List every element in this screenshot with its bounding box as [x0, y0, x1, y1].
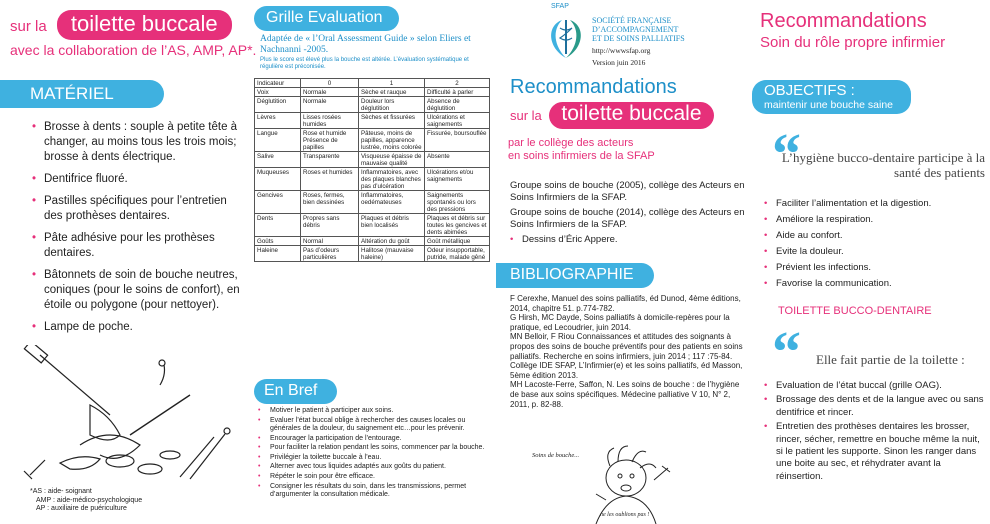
org-line: D’ACCOMPAGNEMENT — [592, 25, 679, 34]
oag-table — [254, 78, 490, 262]
table-cell: Normale — [301, 97, 359, 113]
table-cell: Plaques et débris bien localisés — [359, 214, 425, 237]
toothcare-illustration — [20, 345, 240, 485]
table-cell: Goût métallique — [425, 237, 490, 246]
table-cell: Ulcérations et saignements — [425, 113, 490, 129]
title-highlight: toilette buccale — [57, 10, 232, 40]
biblio-item: Collège IDE SFAP, L’Infirmier(e) et les soins palliatifs, éd Masson, 5ème édition 2013. — [510, 361, 743, 380]
table-row — [255, 168, 490, 191]
header-cell: 2 — [425, 79, 490, 88]
panel-objectifs — [748, 0, 990, 524]
list-item: • Dessins d’Éric Appere. — [510, 234, 746, 246]
table-row — [255, 246, 490, 262]
org-line: SOCIÉTÉ FRANÇAISE — [592, 16, 672, 25]
table-row — [255, 88, 490, 97]
footnote-line: AP : auxiliaire de puériculture — [36, 505, 127, 512]
table-cell: Saignements spontanés ou lors des pressions — [425, 191, 490, 214]
list-item: • Aide au confort. — [764, 228, 986, 244]
drawings-list — [510, 234, 746, 246]
table-cell: Halitose (mauvaise haleine) — [359, 246, 425, 262]
college-line: par le collège des acteurs — [508, 137, 634, 149]
header-cell: 0 — [301, 79, 359, 88]
table-cell: Propres sans débris — [301, 214, 359, 237]
prefix-text: sur la — [10, 18, 47, 35]
college-line: en soins infirmiers de la SFAP — [508, 150, 655, 162]
table-cell: Transparente — [301, 152, 359, 168]
list-item: • Pastilles spécifiques pour l’entretien des prothèses dentaires. — [32, 194, 242, 224]
table-cell: Haleine — [255, 246, 301, 262]
groups-block — [510, 180, 746, 246]
table-cell: Pas d’odeurs particulières — [301, 246, 359, 262]
table-cell: Normal — [301, 237, 359, 246]
panel-evaluation — [248, 0, 496, 524]
cartoon-illustration — [532, 440, 676, 524]
biblio-heading: BIBLIOGRAPHIE — [496, 263, 654, 288]
objectifs-title: OBJECTIFS : — [764, 82, 855, 99]
biblio-item: F Cerexhe, Manuel des soins palliatifs, éd Dunod, 4ème éditions, 2014, chapitre 51. p.774-782. — [510, 294, 741, 313]
table-cell: Rose et humide Présence de papilles — [301, 129, 359, 152]
table-cell: Visqueuse épaisse de mauvaise qualité — [359, 152, 425, 168]
table-row — [255, 237, 490, 246]
table-cell: Odeur insupportable, putride, malade gêné — [425, 246, 490, 262]
table-row — [255, 113, 490, 129]
biblio-item: MH Lacoste-Ferre, Saffon, N. Les soins de bouche : de l’hygiène de base aux soins spécifiques. Médecine palliative V 10, N° 2, 2011, p. 82-88. — [510, 380, 740, 409]
panel-cover — [496, 0, 748, 524]
quote-toilette: Elle fait partie de la toilette : — [816, 352, 965, 367]
table-row — [255, 152, 490, 168]
table-row — [255, 191, 490, 214]
list-item: • Encourager la participation de l’entourage. — [258, 435, 494, 443]
table-cell: Sèches et fissurées — [359, 113, 425, 129]
recommandations-title: Recommandations — [510, 76, 677, 98]
list-item: • Pâte adhésive pour les prothèses dentaires. — [32, 231, 242, 261]
list-item: • Brosse à dents : souple à petite tête à changer, au moins tous les trois mois; brosse à dents électrique. — [32, 120, 242, 165]
list-item: • Améliore la respiration. — [764, 212, 986, 228]
table-cell: Normale — [301, 88, 359, 97]
table-row — [255, 97, 490, 113]
table-cell: Altération du goût — [359, 237, 425, 246]
list-item: • Répéter le soin pour être efficace. — [258, 473, 494, 481]
table-cell: Dents — [255, 214, 301, 237]
table-cell: Inflammatoires, oedémateuses — [359, 191, 425, 214]
biblio-list — [510, 294, 746, 409]
list-item: • Evite la douleur. — [764, 244, 986, 260]
footnote-line: *AS : aide- soignant — [30, 488, 92, 495]
table-cell: Roses et humides — [301, 168, 359, 191]
list-item: • Entretien des prothèses dentaires les brosser, rincer, sécher, remettre en bouche même la nuit, si le patient les supporte. Sinon les ranger dans une boite au sec, et réhydrater avant la réinsertion. — [764, 421, 986, 483]
table-cell: Sèche et rauque — [359, 88, 425, 97]
org-url: http://wwwsfap.org — [592, 46, 651, 55]
table-cell: Langue — [255, 129, 301, 152]
grille-subtitle: Adaptée de « l’Oral Assessment Guide » selon Eliers et Nachnanni -2005. — [260, 34, 471, 55]
prefix-text: sur la — [510, 108, 542, 123]
cartoon-caption: Soins de bouche... — [532, 452, 580, 459]
table-cell: Inflammatoires, avec des plaques blanches pas d’ulcération — [359, 168, 425, 191]
org-line: ET DE SOINS PALLIATIFS — [592, 34, 685, 43]
header-cell: Indicateur — [255, 79, 301, 88]
logo-text: SFAP — [551, 3, 569, 10]
table-cell: Plaques et débris sur toutes les gencives et dents abimées — [425, 214, 490, 237]
table-cell: Goûts — [255, 237, 301, 246]
objectifs-heading — [752, 80, 911, 114]
group-text: Groupe soins de bouche (2005), collège des Acteurs en Soins Infirmiers de la SFAP. — [510, 180, 745, 203]
table-cell: Absence de déglutition — [425, 97, 490, 113]
quote-mark-icon: “ — [772, 121, 801, 186]
list-item: • Evaluer l’état buccal oblige à rechercher des causes locales ou générales de la douleur, du saignement etc…pour les prévenir. — [258, 417, 494, 434]
org-name — [592, 16, 685, 43]
group-text: Groupe soins de bouche (2014), collège des Acteurs en Soins Infirmiers de la SFAP. — [510, 207, 745, 230]
table-cell: Déglutition — [255, 97, 301, 113]
version-text: Version juin 2016 — [592, 58, 646, 67]
role-subtitle: Soin du rôle propre infirmier — [760, 34, 946, 51]
footnote — [30, 488, 142, 514]
header-cell: 1 — [359, 79, 425, 88]
biblio-item: G Hirsh, MC Dayde, Soins palliatifs à domicile-repères pour la pratique, ed Lecoudrier, juin 2014. — [510, 313, 730, 332]
table-cell: Voix — [255, 88, 301, 97]
objectifs-subtitle: maintenir une bouche saine — [764, 99, 894, 111]
panel-materiel — [0, 0, 257, 524]
table-header-row — [255, 79, 490, 88]
table-cell: Difficulté à parler — [425, 88, 490, 97]
list-item: • Consigner les résultats du soin, dans les transmissions, permet d’argumenter la consultation médicale. — [258, 483, 494, 500]
biblio-item: MN Belloir, F Riou Connaissances et attitudes des soignants à propos des soins de bouche préventifs pour des patients en soins palliatifs. Recherche en soins infirmiers, juin 2014 ; 117 :75-84. — [510, 332, 743, 361]
table-cell: Lisses rosées humides — [301, 113, 359, 129]
list-item: • Favorise la communication. — [764, 276, 986, 292]
list-item: • Bâtonnets de soin de bouche neutres, coniques (pour le soins de confort), en étoile ou polygone (pour nettoyer). — [32, 268, 242, 313]
table-cell: Lèvres — [255, 113, 301, 129]
collab-text: avec la collaboration de l’AS, AMP, AP*. — [10, 42, 257, 58]
toilette-heading: TOILETTE BUCCO-DENTAIRE — [778, 305, 932, 317]
table-cell: Roses, fermes, bien dessinées — [301, 191, 359, 214]
sfap-logo-icon — [544, 14, 588, 60]
list-item: • Pour faciliter la relation pendant les soins, commencer par la bouche. — [258, 444, 494, 452]
list-item: • Brossage des dents et de la langue avec ou sans dentifrice et rincer. — [764, 394, 986, 419]
list-item: • Lampe de poche. — [32, 320, 242, 335]
bref-list — [258, 407, 494, 501]
grille-note: Plus le score est élevé plus la bouche est altérée. L’évaluation systématique et régulière est préconisée. — [260, 57, 469, 70]
table-row — [255, 214, 490, 237]
table-cell: Pâteuse, moins de papilles, apparence lustrée, moins colorée — [359, 129, 425, 152]
title-highlight: toilette buccale — [549, 102, 713, 129]
objectifs-list — [764, 196, 986, 292]
materiel-list — [32, 120, 242, 342]
bref-heading: En Bref — [254, 379, 337, 404]
subtitle-line — [496, 102, 714, 129]
table-cell: Muqueuses — [255, 168, 301, 191]
toilette-list — [764, 380, 986, 485]
list-item: • Alterner avec tous liquides adaptés aux goûts du patient. — [258, 463, 494, 471]
grille-heading: Grille Evaluation — [254, 6, 399, 31]
footnote-line: AMP : aide-médico-psychologique — [36, 496, 143, 504]
table-cell: Salive — [255, 152, 301, 168]
table-cell: Gencives — [255, 191, 301, 214]
materiel-heading: MATÉRIEL — [0, 80, 164, 108]
quote-hygiene: L’hygiène bucco-dentaire participe à la santé des patients — [781, 150, 985, 180]
list-item: • Motiver le patient à participer aux soins. — [258, 407, 494, 415]
list-item: • Dentifrice fluoré. — [32, 172, 242, 187]
college-text — [508, 137, 655, 163]
cartoon-caption-2: ne les oublions pas ! — [600, 512, 650, 518]
table-cell: Fissurée, boursouflée — [425, 129, 490, 152]
header-line — [10, 10, 232, 40]
table-cell: Absente — [425, 152, 490, 168]
table-cell: Ulcérations et/ou saignements — [425, 168, 490, 191]
table-row — [255, 129, 490, 152]
list-item: • Prévient les infections. — [764, 260, 986, 276]
list-item: • Privilégier la toilette buccale à l’eau. — [258, 454, 494, 462]
list-item: • Faciliter l’alimentation et la digestion. — [764, 196, 986, 212]
recommandations-title: Recommandations — [760, 10, 927, 32]
quote-mark-icon: “ — [772, 319, 801, 384]
table-cell: Douleur lors déglutition — [359, 97, 425, 113]
list-item: • Evaluation de l’état buccal (grille OAG). — [764, 380, 986, 392]
